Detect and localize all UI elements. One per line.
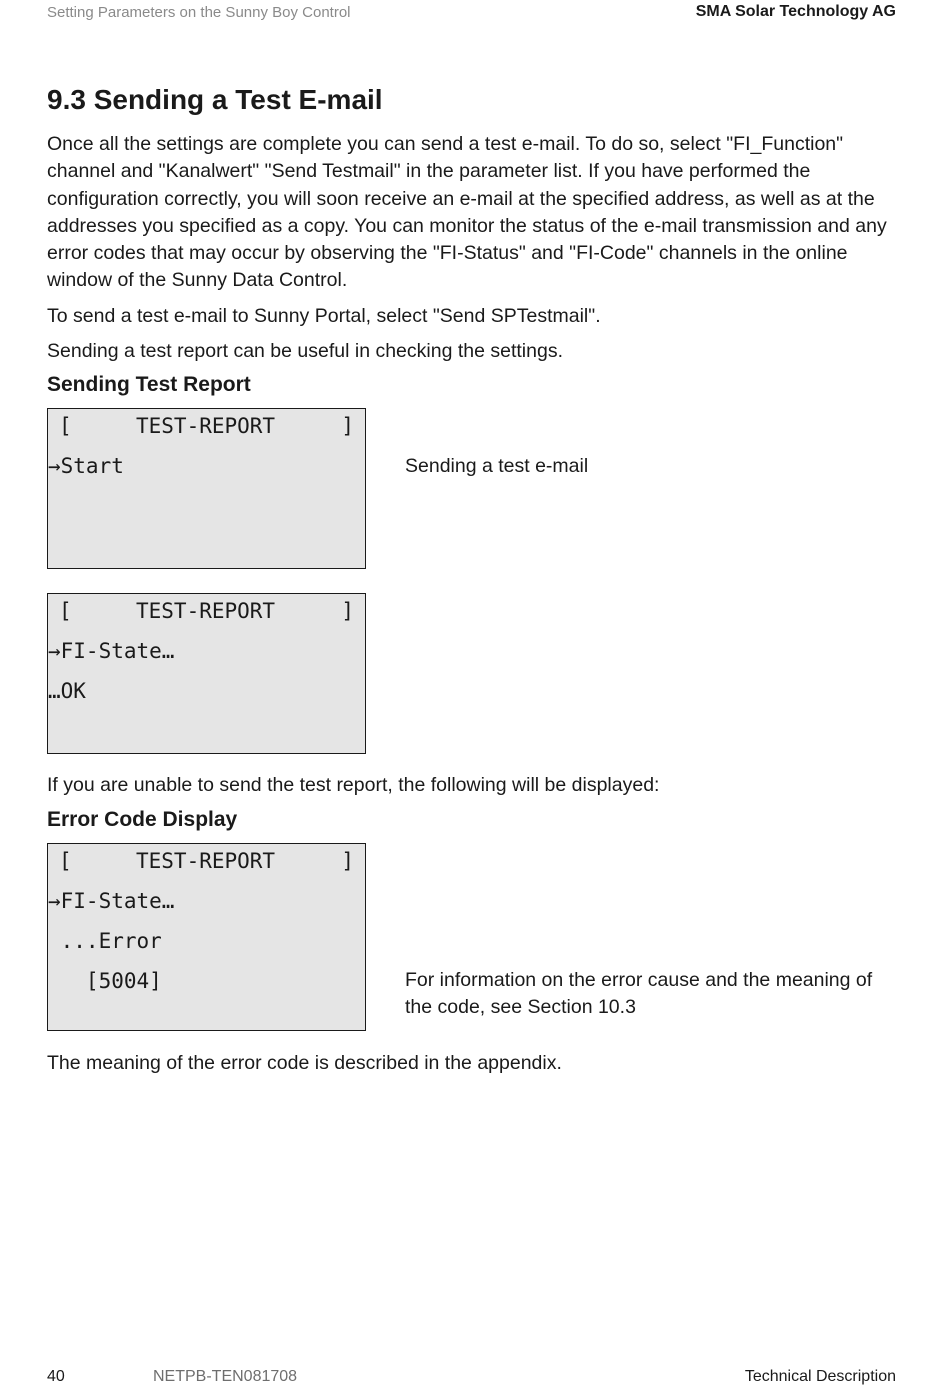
test-report-usefulness-paragraph: Sending a test report can be useful in checking the settings. bbox=[47, 340, 563, 362]
lcd-line-error-code: [5004] bbox=[48, 969, 162, 993]
lcd-display-ok bbox=[47, 593, 366, 754]
lcd-bracket-right: ] bbox=[341, 599, 354, 623]
lcd-bracket-right: ] bbox=[341, 849, 354, 873]
running-header-company: SMA Solar Technology AG bbox=[695, 3, 896, 20]
sending-test-report-heading: Sending Test Report bbox=[47, 373, 251, 396]
lcd-display-start bbox=[47, 408, 366, 569]
sunny-portal-paragraph: To send a test e-mail to Sunny Portal, select "Send SPTestmail". bbox=[47, 305, 601, 327]
error-code-note: For information on the error cause and the meaning of the code, see Section 10.3 bbox=[405, 969, 873, 1019]
lcd-bracket-left: [ bbox=[59, 414, 72, 438]
lcd-bracket-right: ] bbox=[341, 414, 354, 438]
lcd-bracket-left: [ bbox=[59, 599, 72, 623]
lcd-title: TEST-REPORT bbox=[136, 849, 276, 873]
error-code-display-heading: Error Code Display bbox=[47, 808, 238, 831]
error-intro-paragraph: If you are unable to send the test report, the following will be displayed: bbox=[47, 774, 660, 796]
lcd-line-ok: …OK bbox=[48, 679, 86, 703]
document-code: NETPB-TEN081708 bbox=[153, 1368, 298, 1385]
lcd-line-fi-state: →FI-State… bbox=[48, 639, 175, 663]
lcd-bracket-left: [ bbox=[59, 849, 72, 873]
lcd-display-error bbox=[47, 843, 366, 1031]
lcd-line-error: ...Error bbox=[48, 929, 162, 953]
running-header-chapter: Setting Parameters on the Sunny Boy Control bbox=[47, 4, 351, 21]
page-number: 40 bbox=[47, 1368, 65, 1385]
intro-paragraph: Once all the settings are complete you can send a test e-mail. To do so, select "FI_Function" channel and "Kanalwert" "Send Testmail" in the parameter list. If you have performed the configuration correctly, you will soon receive an e-mail at the specified address, as well as at the addresses you specified as a copy. You can monitor the status of the e-mail transmission and any error codes that may occur by observing the "FI-Status" and "FI-Code" channels in the online window of the Sunny Data Control. bbox=[47, 133, 887, 292]
lcd-line-start: →Start bbox=[48, 454, 124, 478]
section-title: 9.3 Sending a Test E-mail bbox=[47, 84, 383, 115]
closing-paragraph: The meaning of the error code is described in the appendix. bbox=[47, 1052, 562, 1074]
lcd-title: TEST-REPORT bbox=[136, 599, 276, 623]
lcd-note-sending: Sending a test e-mail bbox=[405, 455, 589, 477]
lcd-line-fi-state: →FI-State… bbox=[48, 889, 175, 913]
document-type: Technical Description bbox=[744, 1368, 896, 1385]
lcd-title: TEST-REPORT bbox=[136, 414, 276, 438]
